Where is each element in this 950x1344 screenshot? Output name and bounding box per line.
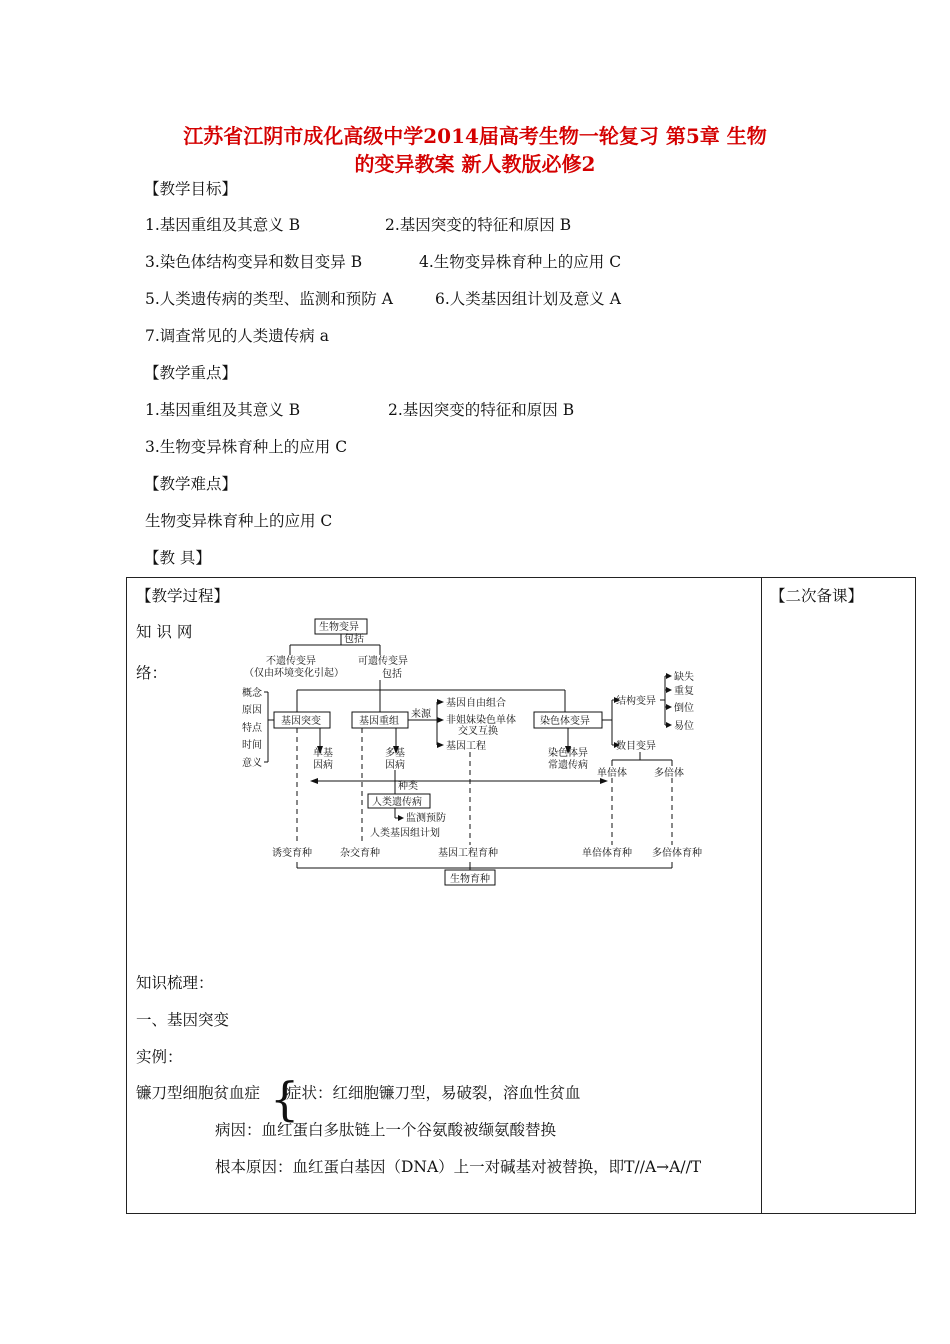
goal-item-6: 6.人类基因组计划及意义 A bbox=[435, 290, 621, 308]
network-label-1: 知 识 网 bbox=[136, 623, 193, 641]
diagram-includes: 包括 bbox=[344, 634, 364, 645]
diagram-multi-gene-2: 因病 bbox=[385, 760, 405, 771]
diagram-recomb-source-1: 基因自由组合 bbox=[446, 698, 506, 709]
diagram-breeding-type-2: 杂交育种 bbox=[340, 848, 380, 859]
key-point-1: 1.基因重组及其意义 B bbox=[145, 401, 301, 419]
disease-symptom: 症状：红细胞镰刀型，易破裂，溶血性贫血 bbox=[286, 1084, 581, 1102]
diagram-human-disease: 人类遗传病 bbox=[372, 797, 422, 808]
diagram-non-heritable-note: （仅由环境变化引起） bbox=[244, 668, 344, 679]
diagram-left-label-3: 特点 bbox=[242, 723, 262, 734]
example-label: 实例： bbox=[136, 1048, 183, 1066]
key-point-3: 3.生物变异株育种上的应用 C bbox=[145, 438, 348, 456]
diagram-chrom-disease-1: 染色体异 bbox=[548, 748, 588, 759]
diagram-structural: 结构变异 bbox=[616, 696, 656, 707]
diagram-monitor: 监测预防 bbox=[406, 813, 446, 824]
goal-item-4: 4.生物变异株育种上的应用 C bbox=[419, 253, 622, 271]
goals-heading: 【教学目标】 bbox=[144, 180, 238, 198]
diagram-gene-recombination: 基因重组 bbox=[359, 716, 399, 727]
key-points-heading: 【教学重点】 bbox=[144, 364, 238, 382]
diagram-breeding-type-4: 单倍体育种 bbox=[582, 848, 632, 859]
diagram-types: 种类 bbox=[398, 781, 418, 792]
goal-item-2: 2.基因突变的特征和原因 B bbox=[385, 216, 572, 234]
diagram-non-heritable: 不遗传变异 bbox=[266, 656, 316, 667]
tools-heading: 【教 具】 bbox=[144, 549, 211, 567]
diagram-chrom-disease-2: 常遗传病 bbox=[548, 760, 588, 771]
diagram-structural-type-3: 倒位 bbox=[674, 703, 694, 714]
diagram-heritable-includes: 包括 bbox=[382, 669, 402, 680]
knowledge-comb-heading: 知识梳理： bbox=[136, 974, 214, 992]
diagram-haploid: 单倍体 bbox=[597, 768, 627, 779]
diagram-source: 来源 bbox=[411, 709, 431, 720]
diagram-left-label-2: 原因 bbox=[242, 705, 262, 716]
diagram-heritable: 可遗传变异 bbox=[358, 656, 408, 667]
diagram-breeding: 生物育种 bbox=[450, 874, 490, 885]
diagram-left-label-5: 意义 bbox=[242, 758, 262, 769]
diagram-recomb-source-4: 基因工程 bbox=[446, 741, 486, 752]
key-point-2: 2.基因突变的特征和原因 B bbox=[388, 401, 575, 419]
diagram-left-label-1: 概念 bbox=[242, 688, 262, 699]
diagram-root: 生物变异 bbox=[319, 622, 359, 633]
brace-icon: { bbox=[270, 1072, 300, 1126]
diagram-structural-type-2: 重复 bbox=[674, 686, 694, 697]
diagram-numerical: 数目变异 bbox=[616, 741, 656, 752]
diagram-single-gene-1: 单基 bbox=[313, 748, 333, 759]
diagram-structural-type-1: 缺失 bbox=[674, 672, 694, 683]
goal-item-7: 7.调查常见的人类遗传病 a bbox=[145, 327, 329, 345]
second-prep-heading: 【二次备课】 bbox=[770, 587, 864, 605]
document-title-line-1: 江苏省江阴市成化高级中学2014届高考生物一轮复习 第5章 生物 bbox=[183, 124, 767, 148]
diagram-breeding-type-5: 多倍体育种 bbox=[652, 848, 702, 859]
diagram-breeding-type-1: 诱变育种 bbox=[272, 848, 312, 859]
diagram-breeding-type-3: 基因工程育种 bbox=[438, 848, 498, 859]
disease-root-cause: 根本原因：血红蛋白基因（DNA）上一对碱基对被替换，即T//A→A//T bbox=[215, 1158, 702, 1176]
diagram-gene-mutation: 基因突变 bbox=[281, 716, 321, 727]
goal-item-3: 3.染色体结构变异和数目变异 B bbox=[145, 253, 363, 271]
document-title-line-2: 的变异教案 新人教版必修2 bbox=[354, 152, 596, 176]
goal-item-1: 1.基因重组及其意义 B bbox=[145, 216, 301, 234]
diagram-single-gene-2: 因病 bbox=[313, 760, 333, 771]
diagram-structural-type-4: 易位 bbox=[674, 721, 694, 732]
disease-cause: 病因：血红蛋白多肽链上一个谷氨酸被缬氨酸替换 bbox=[215, 1121, 557, 1139]
diagram-recomb-source-3: 交叉互换 bbox=[458, 726, 498, 737]
diagram-polyploid: 多倍体 bbox=[654, 768, 684, 779]
process-heading: 【教学过程】 bbox=[136, 587, 230, 605]
diagram-multi-gene-1: 多基 bbox=[385, 748, 405, 759]
diagram-chromosome-variation: 染色体变异 bbox=[540, 716, 590, 727]
diagram-genome-project: 人类基因组计划 bbox=[370, 828, 440, 839]
goal-item-5: 5.人类遗传病的类型、监测和预防 A bbox=[145, 290, 393, 308]
difficult-points-heading: 【教学难点】 bbox=[144, 475, 238, 493]
diagram-left-label-4: 时间 bbox=[242, 740, 262, 751]
difficult-point-1: 生物变异株育种上的应用 C bbox=[145, 512, 333, 530]
disease-name: 镰刀型细胞贫血症 bbox=[136, 1084, 261, 1102]
diagram-recomb-source-2: 非姐妹染色单体 bbox=[446, 715, 516, 726]
section-gene-mutation: 一、基因突变 bbox=[136, 1011, 230, 1029]
network-label-2: 络： bbox=[136, 664, 168, 682]
